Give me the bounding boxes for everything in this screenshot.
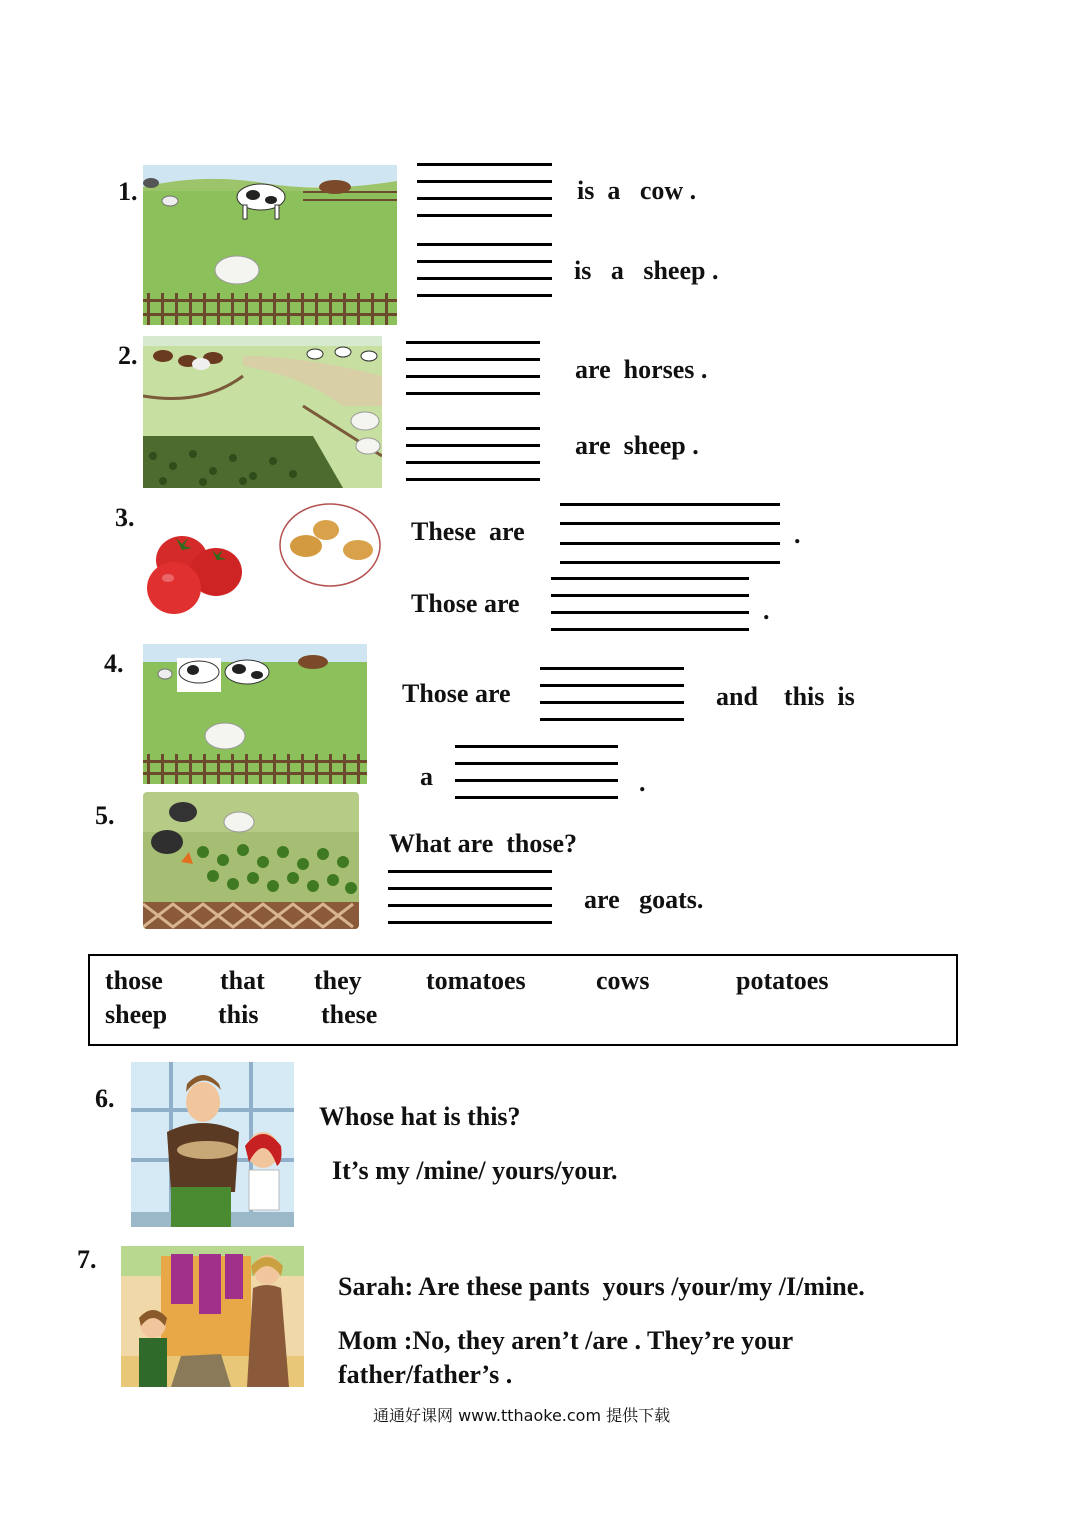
sentence-sheep: is a sheep . — [574, 256, 719, 285]
question-number-4: 4. — [104, 649, 124, 678]
word-bank-item: sheep — [105, 1000, 168, 1029]
farm-cow-sheep-image — [143, 165, 397, 325]
blank-answer-lines-2a[interactable] — [406, 341, 540, 396]
word-bank-item: those — [105, 966, 163, 995]
sentence-sheep-2: are sheep . — [575, 431, 699, 460]
potatoes-image — [278, 502, 382, 588]
sentence-and-this-is: and this is — [716, 682, 855, 711]
blank-answer-lines-4a[interactable] — [540, 667, 684, 722]
word-bank-item: cows — [596, 966, 650, 995]
farm-cows-sheep-image — [143, 644, 367, 784]
blank-answer-lines-4b[interactable] — [455, 745, 618, 800]
answer-options-6: It’s my /mine/ yours/your. — [332, 1156, 618, 1185]
sentence-those-are-4: Those are — [402, 679, 511, 708]
word-bank-item: tomatoes — [426, 966, 526, 995]
question-number-5: 5. — [95, 801, 115, 830]
footer-watermark: 通通好课网 www.tthaoke.com 提供下载 — [373, 1406, 671, 1425]
sentence-horses: are horses . — [575, 355, 708, 384]
word-bank-item: potatoes — [736, 966, 829, 995]
blank-answer-lines-5[interactable] — [388, 870, 552, 925]
sentence-mom-answer-cont: father/father’s . — [338, 1360, 513, 1389]
period-3b: . — [763, 596, 770, 625]
sentence-these-are: These are — [411, 517, 525, 546]
sentence-mom-answer: Mom :No, they aren’t /are . They’re your — [338, 1326, 794, 1355]
sarah-mom-pants-image — [121, 1246, 304, 1387]
blank-answer-lines-3b[interactable] — [551, 577, 749, 632]
sentence-cow: is a cow . — [577, 176, 697, 205]
blank-answer-lines-3a[interactable] — [560, 503, 780, 565]
sentence-sarah-question: Sarah: Are these pants yours /your/my /I/mine. — [338, 1272, 865, 1301]
sentence-are-goats: are goats. — [584, 885, 704, 914]
question-whose-hat: Whose hat is this? — [319, 1102, 521, 1131]
question-what-are-those: What are those? — [389, 829, 578, 858]
blank-answer-lines-1b[interactable] — [417, 243, 552, 298]
sentence-those-are: Those are — [411, 589, 520, 618]
farm-horses-sheep-image — [143, 336, 382, 488]
word-bank-item: this — [218, 1000, 259, 1029]
question-number-3: 3. — [115, 503, 135, 532]
question-number-2: 2. — [118, 341, 138, 370]
blank-answer-lines-1a[interactable] — [417, 163, 552, 218]
blank-answer-lines-2b[interactable] — [406, 427, 540, 482]
word-bank-item: that — [220, 966, 265, 995]
word-bank-item: these — [321, 1000, 378, 1029]
question-number-6: 6. — [95, 1084, 115, 1113]
question-number-7: 7. — [77, 1245, 97, 1274]
period-4: . — [639, 768, 646, 797]
word-bank-item: they — [314, 966, 362, 995]
goats-garden-image — [143, 792, 359, 929]
father-daughter-hat-image — [131, 1062, 294, 1227]
tomatoes-image — [146, 530, 246, 622]
period-3a: . — [794, 520, 801, 549]
article-a: a — [420, 762, 433, 791]
question-number-1: 1. — [118, 177, 138, 206]
